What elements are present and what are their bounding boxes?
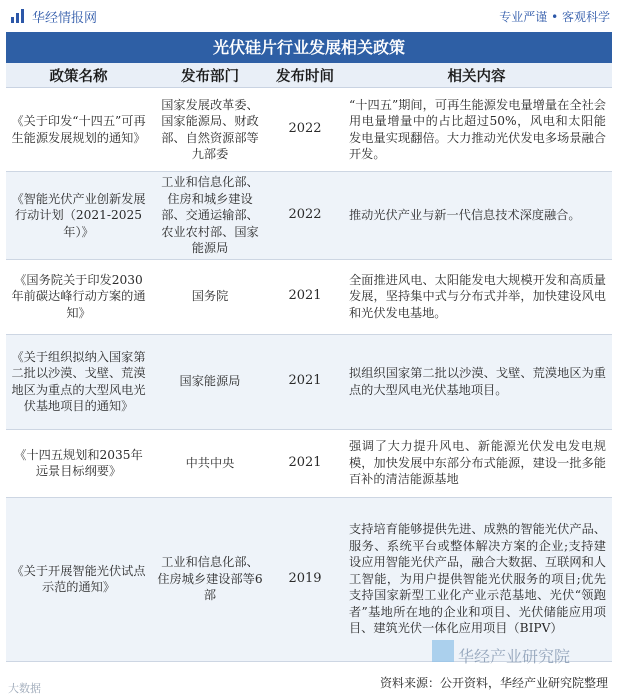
content-cell: “十四五”期间，可再生能源发电量增量在全社会用电量增量中的占比超过50%，风电和太阳能发电量实现翻倍。大力推动光伏发电多场景融合开发。 (341, 88, 612, 172)
policy-name-cell: 《智能光伏产业创新发展行动计划（2021-2025年）》 (6, 172, 151, 260)
content-cell: 强调了大力提升风电、新能源光伏发电发电规模，加快发展中东部分布式能源，建设一批多能百补的清洁能源基地 (341, 429, 612, 497)
department-cell: 工业和信息化部、住房和城乡建设部、交通运输部、农业农村部、国家能源局 (151, 172, 269, 260)
column-header-content: 相关内容 (341, 63, 612, 88)
top-bar (0, 0, 618, 32)
policy-name-cell: 《关于印发“十四五”可再生能源发展规划的通知》 (6, 88, 151, 172)
department-cell: 中共中央 (151, 429, 269, 497)
table-title: 光伏硅片行业发展相关政策 (6, 32, 612, 63)
table-row (6, 429, 612, 497)
department-cell: 国务院 (151, 259, 269, 334)
policy-name-cell: 《国务院关于印发2030年前碳达峰行动方案的通知》 (6, 259, 151, 334)
bottom-watermark: 大数据 (8, 682, 41, 695)
table-row (6, 88, 612, 172)
watermark-logo-icon (432, 640, 454, 662)
date-cell: 2022 (269, 172, 341, 260)
date-cell: 2021 (269, 334, 341, 429)
column-header-department: 发布部门 (151, 63, 269, 88)
column-header-date: 发布时间 (269, 63, 341, 88)
table-row (6, 259, 612, 334)
policy-name-cell: 《关于开展智能光伏试点示范的通知》 (6, 497, 151, 661)
date-cell: 2019 (269, 497, 341, 661)
content-cell: 支持培育能够提供先进、成熟的智能光伏产品、服务、系统平台或整体解决方案的企业;支持建设应用智能光伏产品，融合大数据、互联网和人工智能，为用户提供智能光伏服务的项目;优先支持国家新型工业化产业示范基地、光伏“领跑者”基地所在地的企业和项目、光伏储能应用项目、建筑光伏一体化应用项目（BIPV） (341, 497, 612, 661)
table-row (6, 172, 612, 260)
date-cell: 2021 (269, 429, 341, 497)
table-row (6, 334, 612, 429)
date-cell: 2021 (269, 259, 341, 334)
content-cell: 全面推进风电、太阳能发电大规模开发和高质量发展，坚持集中式与分布式并举，加快建设风电和光伏发电基地。 (341, 259, 612, 334)
department-cell: 国家能源局 (151, 334, 269, 429)
policy-table (6, 63, 612, 662)
slogan: 专业严谨 • 客观科学 (499, 9, 610, 24)
policy-name-cell: 《关于组织拟纳入国家第二批以沙漠、戈壁、荒漠地区为重点的大型风电光伏基地项目的通知》 (6, 334, 151, 429)
brand (10, 7, 97, 26)
date-cell: 2022 (269, 88, 341, 172)
bar-chart-logo-icon (10, 8, 26, 24)
table-row (6, 497, 612, 661)
policy-name-cell: 《十四五规划和2035年远景目标纲要》 (6, 429, 151, 497)
department-cell: 工业和信息化部、住房城乡建设部等6部 (151, 497, 269, 661)
department-cell: 国家发展改革委、国家能源局、财政部、自然资源部等九部委 (151, 88, 269, 172)
table-header-row (6, 63, 612, 88)
column-header-policy-name: 政策名称 (6, 63, 151, 88)
content-cell: 推动光伏产业与新一代信息技术深度融合。 (341, 172, 612, 260)
content-cell: 拟组织国家第二批以沙漠、戈壁、荒漠地区为重点的大型风电光伏基地项目。 (341, 334, 612, 429)
source-note: 资料来源：公开资料，华经产业研究院整理 (379, 676, 608, 690)
watermark-text: 华经产业研究院 (458, 647, 571, 666)
brand-name: 华经情报网 (32, 10, 98, 26)
